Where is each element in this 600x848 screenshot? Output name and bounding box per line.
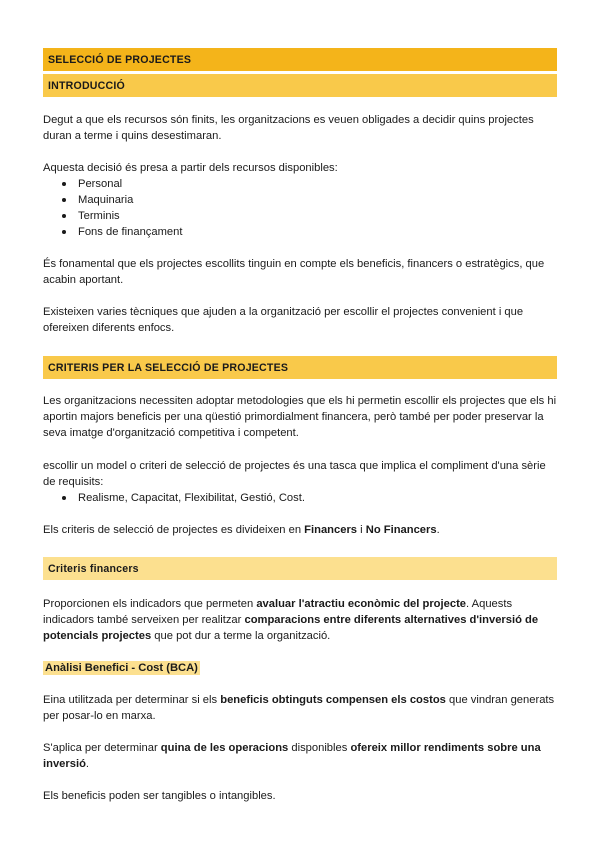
criteria-paragraph-3: Els criteris de selecció de projectes es divideixen en Financers i No Financers. xyxy=(43,524,440,536)
list-item: Personal xyxy=(43,176,557,192)
intro-paragraph-3: És fonamental que els projectes escollits tinguin en compte els beneficis, financers o estratègics, que acabin aportant. xyxy=(43,258,545,286)
bold-no-financers: No Financers xyxy=(365,524,437,536)
bca-paragraph-2: S'aplica per determinar quina de les operacions disponibles ofereix millor rendiments sobre una inversió. xyxy=(43,742,541,770)
bold-financers: Financers xyxy=(304,524,358,536)
bca-paragraph-3: Els beneficis poden ser tangibles o intangibles. xyxy=(43,790,276,802)
criteria-paragraph-1: Les organitzacions necessiten adoptar metodologies que els hi permetin escollir els projectes que els hi aportin majors beneficis per una qüestió primordialment financera, però també per poder preservar la seva imatge d'organització competitiva i competent. xyxy=(43,395,557,439)
financial-paragraph-1: Proporcionen els indicadors que permeten avaluar l'atractiu econòmic del projecte. Aquests indicadors també serveixen per realitzar comparacions entre diferents alternatives d'inversió de potencials projectes que pot dur a terme la organització. xyxy=(43,598,539,642)
requirements-list xyxy=(43,490,557,506)
list-item: Terminis xyxy=(43,208,557,224)
list-item: Maquinaria xyxy=(43,192,557,208)
intro-paragraph-1: Degut a que els recursos són finits, les organitzacions es veuen obligades a decidir quins projectes duran a terme i quins desestimaran. xyxy=(43,114,534,142)
financial-heading: Criteris financers xyxy=(43,557,557,580)
list-item: Fons de finançament xyxy=(43,224,557,240)
main-title: SELECCIÓ DE PROJECTES xyxy=(43,48,557,71)
bca-heading: Anàlisi Benefici - Cost (BCA) xyxy=(45,662,198,674)
list-item: Realisme, Capacitat, Flexibilitat, Gestió, Cost. xyxy=(43,490,557,506)
resources-list xyxy=(43,176,557,240)
criteria-paragraph-2: escollir un model o criteri de selecció de projectes és una tasca que implica el compliment d'una sèrie de requisits: xyxy=(43,460,546,488)
criteria-heading: CRITERIS PER LA SELECCIÓ DE PROJECTES xyxy=(43,356,557,379)
intro-paragraph-4: Existeixen varies tècniques que ajuden a la organització per escollir el projectes convenient i que ofereixen diferents enfocs. xyxy=(43,306,524,334)
intro-heading: INTRODUCCIÓ xyxy=(43,74,557,97)
bca-paragraph-1: Eina utilitzada per determinar si els beneficis obtinguts compensen els costos que vindran generats per posar-lo en marxa. xyxy=(43,694,555,722)
intro-paragraph-2: Aquesta decisió és presa a partir dels recursos disponibles: xyxy=(43,162,338,174)
